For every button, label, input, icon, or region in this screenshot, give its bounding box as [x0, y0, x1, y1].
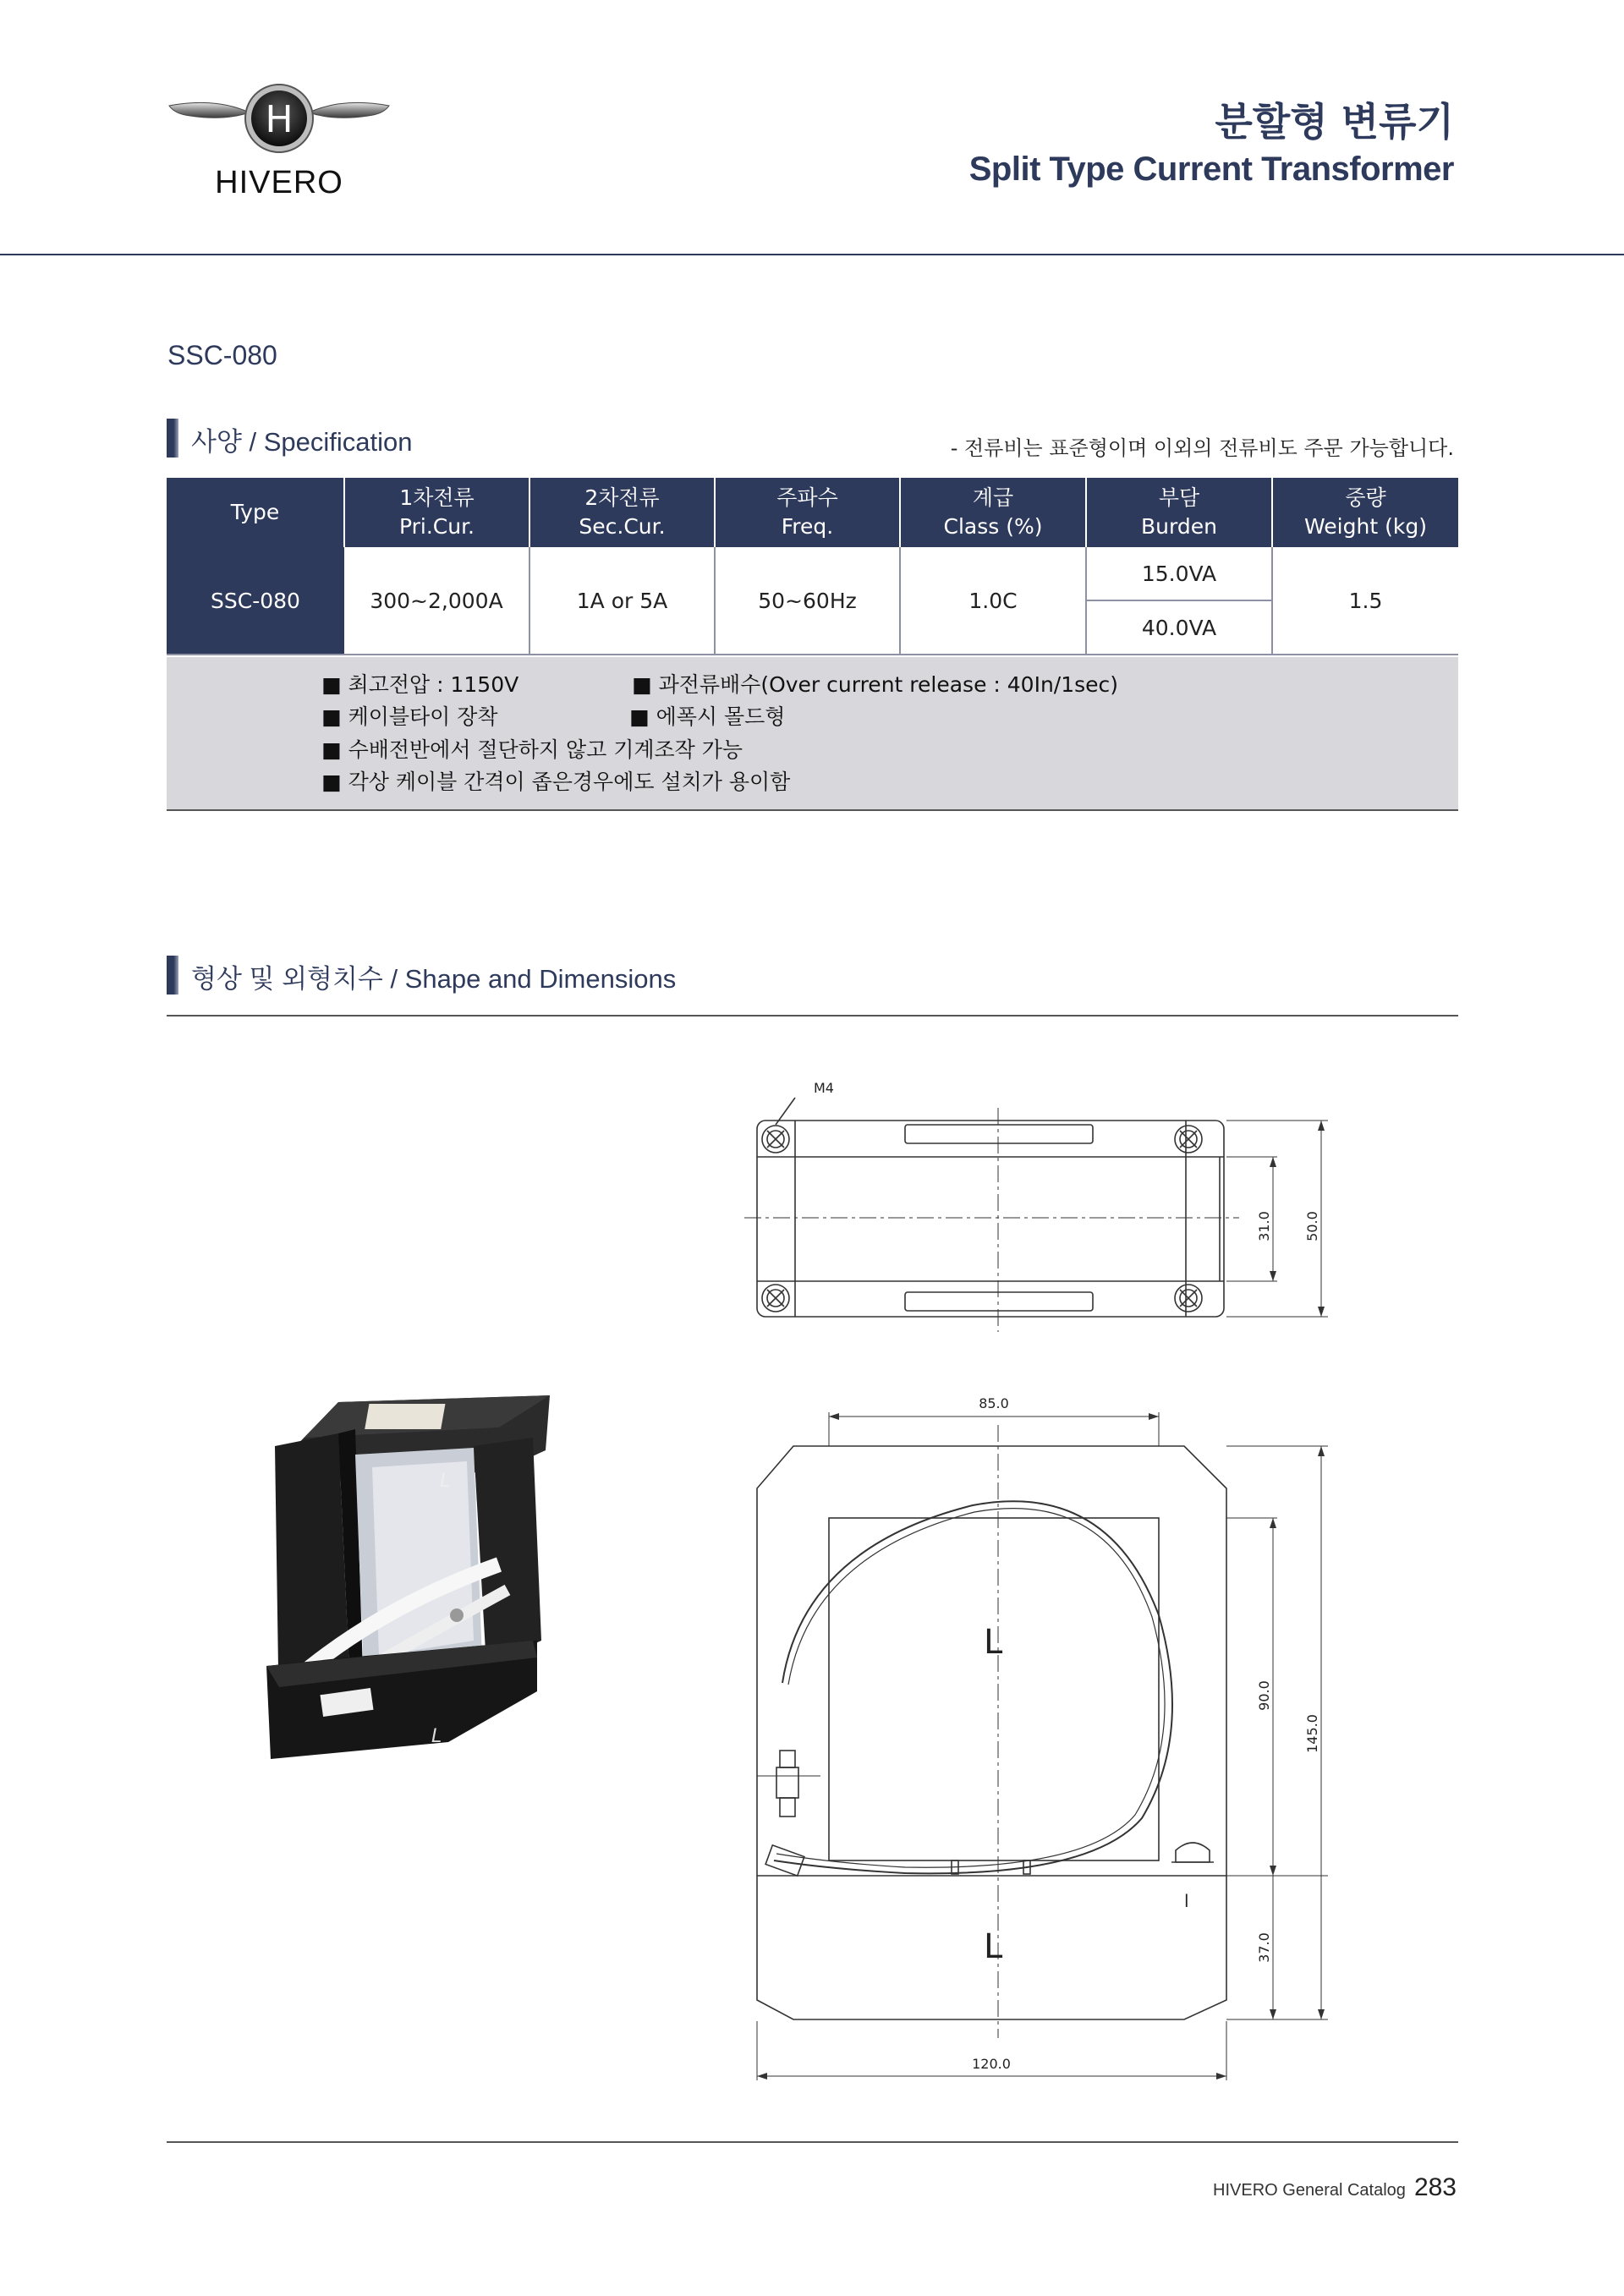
- dim-top-outer: 50.0: [1304, 1211, 1320, 1241]
- feature-item: ■ 에폭시 몰드형: [629, 704, 786, 729]
- catalog-name: HIVERO General Catalog: [1213, 2181, 1406, 2200]
- section-divider: [167, 1015, 1458, 1016]
- table-row: [167, 547, 1458, 600]
- header-divider: [0, 254, 1624, 255]
- cell-weight: 1.5: [1272, 547, 1458, 655]
- dim-total-width: 120.0: [972, 2056, 1011, 2072]
- feature-item: ■ 수배전반에서 절단하지 않고 기계조작 가능: [321, 737, 743, 762]
- cell-class: 1.0C: [900, 547, 1086, 655]
- dim-window-height: 90.0: [1256, 1680, 1272, 1711]
- feature-item: ■ 최고전압 : 1150V: [321, 672, 519, 697]
- svg-text:L: L: [440, 1471, 451, 1492]
- feature-item: ■ 각상 케이블 간격이 좁은경우에도 설치가 용이함: [321, 770, 791, 794]
- section-marker: [167, 956, 178, 995]
- mark-l-bottom: L: [984, 1927, 1003, 1966]
- brand-logo: [165, 80, 393, 207]
- dim-window-width: 85.0: [979, 1395, 1009, 1411]
- page-title-english: Split Type Current Transformer: [968, 151, 1454, 188]
- dim-bottom-height: 37.0: [1256, 1932, 1272, 1963]
- cell-primary-current: 300~2,000A: [344, 547, 529, 655]
- header-burden: 부담 Burden: [1086, 478, 1272, 547]
- spec-note: - 전류비는 표준형이며 이외의 전류비도 주문 가능합니다.: [950, 436, 1454, 460]
- dimension-drawing: [736, 1074, 1345, 2097]
- cell-burden-2: 40.0VA: [1086, 600, 1272, 655]
- header-primary-current: 1차전류 Pri.Cur.: [344, 478, 529, 547]
- cell-frequency: 50~60Hz: [715, 547, 900, 655]
- header-weight: 중량 Weight (kg): [1272, 478, 1458, 547]
- page-title-korean: 분할형 변류기: [1215, 99, 1454, 145]
- brand-name: HIVERO: [215, 165, 343, 200]
- feature-item: ■ 과전류배수(Over current release : 40In/1sec): [632, 672, 1119, 697]
- cell-burden-1: 15.0VA: [1086, 547, 1272, 600]
- table-header-row: [167, 478, 1458, 547]
- section-marker: [167, 419, 178, 458]
- logo-letter: H: [265, 98, 294, 141]
- footer-divider: [167, 2141, 1458, 2143]
- product-photo: [245, 1387, 567, 1793]
- header-class: 계급 Class (%): [900, 478, 1086, 547]
- mark-l-small: l: [1184, 1891, 1189, 1911]
- cell-type: SSC-080: [167, 547, 344, 655]
- spec-section-title: 사양 / Specification: [191, 427, 413, 457]
- header-frequency: 주파수 Freq.: [715, 478, 900, 547]
- footer: [1213, 2173, 1457, 2202]
- header-secondary-current: 2차전류 Sec.Cur.: [529, 478, 715, 547]
- feature-item: ■ 케이블타이 장착: [321, 704, 498, 729]
- features-box: [167, 657, 1458, 811]
- dim-top-inner: 31.0: [1256, 1211, 1272, 1241]
- header-type: Type: [167, 478, 344, 547]
- photo-mark: L: [431, 1726, 442, 1747]
- winged-emblem-icon: [165, 80, 393, 165]
- cell-secondary-current: 1A or 5A: [529, 547, 715, 655]
- shape-section-title: 형상 및 외형치수 / Shape and Dimensions: [191, 964, 677, 994]
- dim-total-height: 145.0: [1304, 1714, 1320, 1753]
- screw-label: M4: [814, 1080, 834, 1096]
- mark-l-top: L: [984, 1623, 1003, 1662]
- model-number: SSC-080: [167, 340, 277, 370]
- page-number: 283: [1413, 2173, 1457, 2201]
- spec-table: [167, 478, 1458, 655]
